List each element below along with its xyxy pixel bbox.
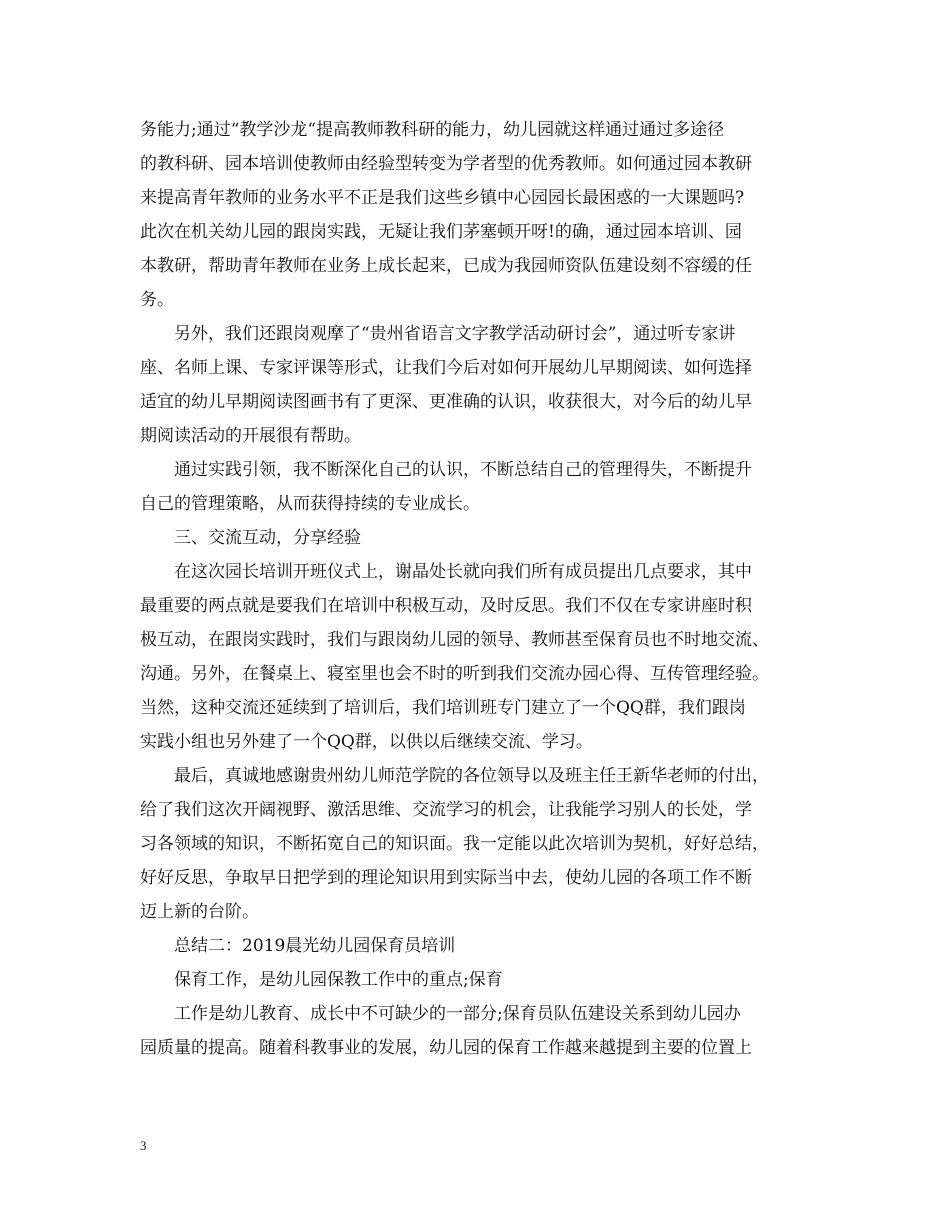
- text-line: 务。: [140, 290, 174, 310]
- text-line: 迈上新的台阶。: [140, 902, 259, 922]
- text-line: 实践小组也另外建了一个QQ群，以供以后继续交流、学习。: [140, 732, 593, 752]
- text-line: 习各领域的知识，不断拓宽自己的知识面。我一定能以此次培训为契机，好好总结，: [140, 834, 769, 854]
- text-line: 另外，我们还跟岗观摩了“贵州省语言文字教学活动研讨会”，通过听专家讲: [174, 324, 736, 344]
- text-line: 保育工作，是幼儿园保教工作中的重点;保育: [174, 970, 503, 990]
- body-text: [140, 113, 820, 1065]
- text-line: 座、名师上课、专家评课等形式，让我们今后对如何开展幼儿早期阅读、如何选择: [140, 358, 752, 378]
- text-line: 沟通。另外，在餐桌上、寝室里也会不时的听到我们交流办园心得、互传管理经验。: [140, 664, 769, 684]
- text-line: 的教科研、园本培训使教师由经验型转变为学者型的优秀教师。如何通过园本教研: [140, 154, 752, 174]
- text-line: 极互动，在跟岗实践时，我们与跟岗幼儿园的领导、教师甚至保育员也不时地交流、: [140, 630, 769, 650]
- text-line: 来提高青年教师的业务水平不正是我们这些乡镇中心园园长最困惑的一大课题吗?: [140, 188, 745, 208]
- text-line: 最重要的两点就是要我们在培训中积极互动，及时反思。我们不仅在专家讲座时积: [140, 596, 752, 616]
- page-number: 3: [140, 1138, 147, 1153]
- text-line: 自己的管理策略，从而获得持续的专业成长。: [140, 494, 480, 514]
- text-line: 园质量的提高。随着科教事业的发展，幼儿园的保育工作越来越提到主要的位置上: [140, 1038, 752, 1058]
- text-line: 总结二：2019晨光幼儿园保育员培训: [174, 936, 456, 956]
- text-line: 在这次园长培训开班仪式上，谢晶处长就向我们所有成员提出几点要求，其中: [174, 562, 752, 582]
- text-line: 本教研，帮助青年教师在业务上成长起来，已成为我园师资队伍建设刻不容缓的任: [140, 256, 752, 276]
- text-line: 工作是幼儿教育、成长中不可缺少的一部分;保育员队伍建设关系到幼儿园办: [174, 1004, 741, 1024]
- text-line: 三、交流互动，分享经验: [174, 528, 361, 548]
- text-line: 期阅读活动的开展很有帮助。: [140, 426, 361, 446]
- text-line: 适宜的幼儿早期阅读图画书有了更深、更准确的认识，收获很大，对今后的幼儿早: [140, 392, 752, 412]
- text-line: 此次在机关幼儿园的跟岗实践，无疑让我们茅塞顿开呀!的确，通过园本培训、园: [140, 222, 742, 242]
- text-line: 好好反思，争取早日把学到的理论知识用到实际当中去，使幼儿园的各项工作不断: [140, 868, 752, 888]
- text-line: 务能力;通过“教学沙龙“提高教师教科研的能力，幼儿园就这样通过通过多途径: [140, 120, 725, 140]
- text-line: 通过实践引领，我不断深化自己的认识，不断总结自己的管理得失，不断提升: [174, 460, 752, 480]
- text-line: 给了我们这次开阔视野、激活思维、交流学习的机会，让我能学习别人的长处，学: [140, 800, 752, 820]
- text-line: 当然，这种交流还延续到了培训后，我们培训班专门建立了一个QQ群，我们跟岗: [140, 698, 746, 718]
- text-line: 最后，真诚地感谢贵州幼儿师范学院的各位领导以及班主任王新华老师的付出，: [174, 766, 769, 786]
